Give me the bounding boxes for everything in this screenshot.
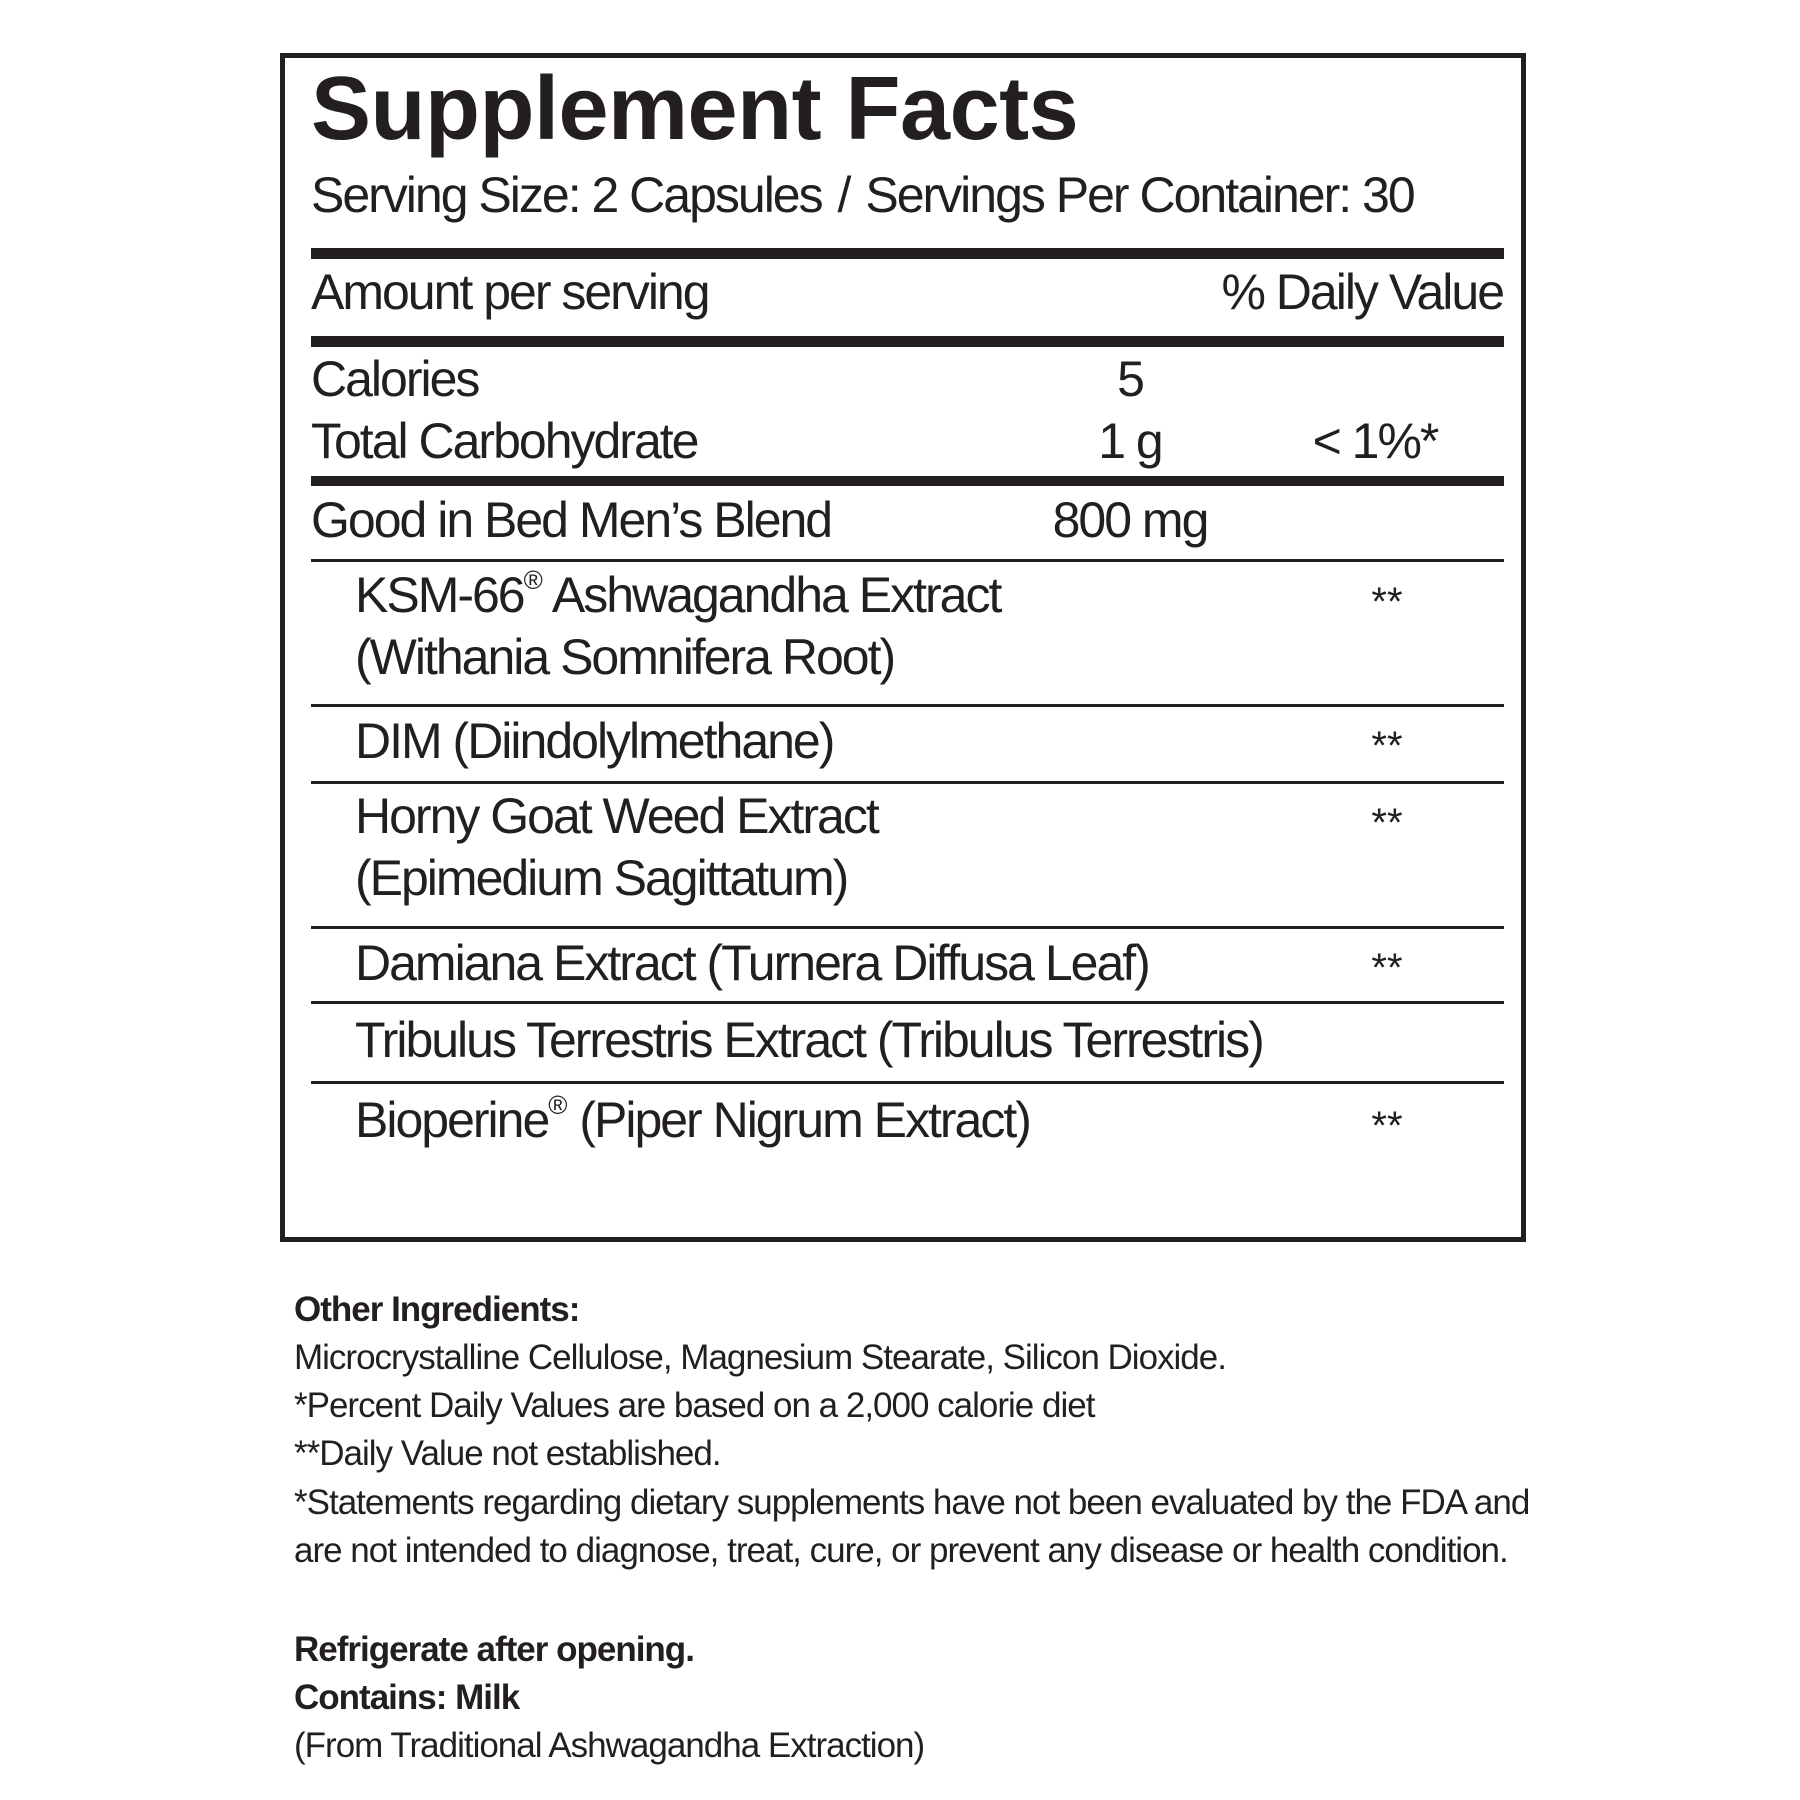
fda-disclaimer-line-1: *Statements regarding dietary supplements have not been evaluated by the FDA and	[294, 1483, 1530, 1522]
thick-divider	[311, 248, 1504, 259]
nutrient-amount: 5	[1117, 351, 1143, 407]
ingredient-daily-value: **	[1371, 801, 1403, 845]
daily-value-header: % Daily Value	[1221, 264, 1503, 320]
row-divider	[311, 1001, 1504, 1004]
row-divider	[311, 926, 1504, 929]
other-ingredients-list: Microcrystalline Cellulose, Magnesium Stearate, Silicon Dioxide.	[294, 1338, 1226, 1377]
allergen-source-note: (From Traditional Ashwagandha Extraction)	[294, 1726, 925, 1765]
fda-disclaimer-line-2: are not intended to diagnose, treat, cure, or prevent any disease or health condition.	[294, 1531, 1508, 1570]
ingredient-daily-value: **	[1371, 724, 1403, 768]
thick-divider	[311, 336, 1504, 347]
registered-mark: ®	[548, 1090, 568, 1120]
blend-amount: 800 mg	[1052, 492, 1208, 548]
serving-separator: /	[837, 167, 850, 223]
ingredient-daily-value: **	[1371, 946, 1403, 990]
ingredient-daily-value: **	[1371, 1104, 1403, 1148]
nutrient-daily-value: < 1%*	[1312, 413, 1438, 469]
ingredient-name-part: Ashwagandha Extract	[542, 567, 1001, 623]
dv-not-established-note: **Daily Value not established.	[294, 1434, 721, 1473]
panel-title: Supplement Facts	[311, 59, 1079, 159]
other-ingredients-heading: Other Ingredients:	[294, 1290, 580, 1329]
ingredient-name: DIM (Diindolylmethane)	[355, 713, 834, 769]
row-divider	[311, 1081, 1504, 1084]
percent-dv-note: *Percent Daily Values are based on a 2,000 calorie diet	[294, 1386, 1095, 1425]
ingredient-name: Tribulus Terrestris Extract (Tribulus Terrestris)	[355, 1012, 1263, 1068]
ingredient-name-part: KSM-66	[355, 567, 524, 623]
ingredient-name	[355, 565, 1001, 623]
serving-size: Serving Size: 2 Capsules	[311, 167, 822, 223]
row-divider	[311, 704, 1504, 707]
ingredient-source: (Epimedium Sagittatum)	[355, 850, 848, 906]
servings-per-container: Servings Per Container: 30	[865, 167, 1414, 223]
amount-per-serving-header: Amount per serving	[311, 264, 709, 320]
ingredient-name: Horny Goat Weed Extract	[355, 788, 878, 844]
medium-divider	[311, 476, 1504, 486]
ingredient-name	[355, 1090, 1030, 1148]
ingredient-name: Damiana Extract (Turnera Diffusa Leaf)	[355, 935, 1149, 991]
ingredient-name-part: Bioperine	[355, 1092, 549, 1148]
row-divider	[311, 781, 1504, 784]
registered-mark: ®	[523, 565, 543, 595]
allergen-contains: Contains: Milk	[294, 1678, 520, 1717]
blend-name: Good in Bed Men’s Blend	[311, 492, 832, 548]
nutrient-name: Calories	[311, 351, 479, 407]
refrigerate-note: Refrigerate after opening.	[294, 1630, 694, 1669]
ingredient-source: (Withania Somnifera Root)	[355, 629, 895, 685]
supplement-facts-panel	[280, 53, 1526, 1242]
serving-line	[311, 168, 1414, 223]
row-divider	[311, 559, 1504, 562]
ingredient-name-part: (Piper Nigrum Extract)	[567, 1092, 1030, 1148]
nutrient-name: Total Carbohydrate	[311, 413, 698, 469]
nutrient-amount: 1 g	[1098, 413, 1162, 469]
ingredient-daily-value: **	[1371, 580, 1403, 624]
